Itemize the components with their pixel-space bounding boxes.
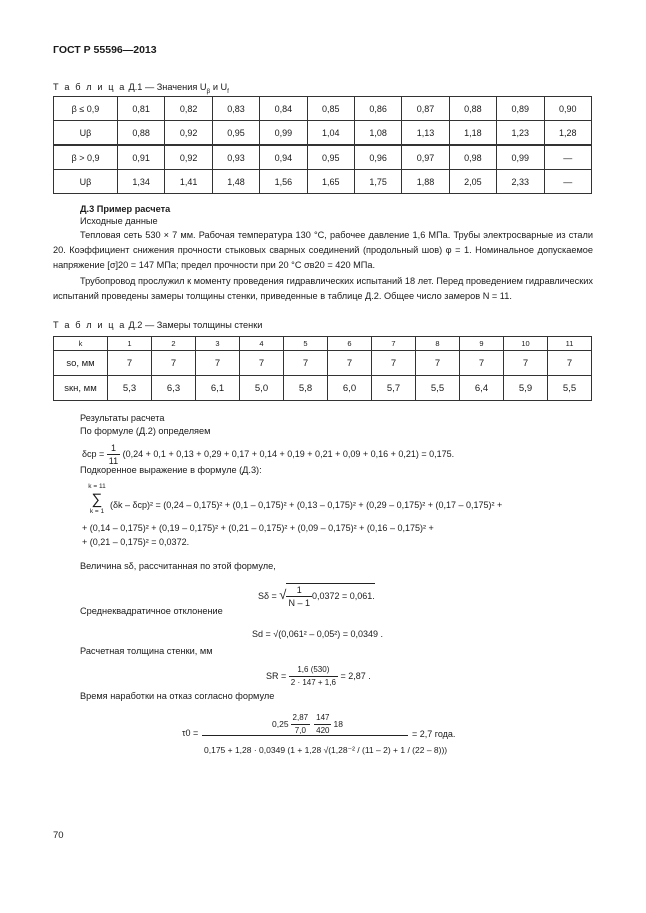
table2-cell: 7 — [152, 351, 196, 376]
table2-cell: 7 — [504, 351, 548, 376]
table1-row-header: Uβ — [54, 121, 118, 146]
table2-row-header: sкн, мм — [54, 376, 108, 401]
table1-cell: 1,41 — [165, 170, 212, 194]
sum-operator: k = 11 ∑ k = 1 — [88, 483, 106, 515]
table2-cell: 5,0 — [240, 376, 284, 401]
table1-cell: 1,13 — [402, 121, 449, 146]
table1-cell: 0,95 — [307, 145, 354, 170]
table1-cell: 0,88 — [449, 97, 496, 121]
table2-cell: 7 — [328, 351, 372, 376]
table1-cell: 0,82 — [165, 97, 212, 121]
table1-row — [54, 97, 592, 121]
table1-row — [54, 121, 592, 146]
table2-caption: Т а б л и ц а Д.2 — Замеры толщины стенки — [53, 320, 263, 330]
table2-cell: 5,8 — [284, 376, 328, 401]
table1-cell: 1,08 — [354, 121, 401, 146]
results-title: Результаты расчета — [80, 413, 165, 423]
initial-data-label: Исходные данные — [80, 216, 158, 226]
table1-cell: 0,83 — [212, 97, 259, 121]
table1-cell: 1,65 — [307, 170, 354, 194]
table1-cell: 1,04 — [307, 121, 354, 146]
table2-cell: 5,7 — [372, 376, 416, 401]
table2-cell: 7 — [240, 351, 284, 376]
time-label: Время наработки на отказ согласно формуле — [80, 691, 275, 701]
table2-cell: 6,4 — [460, 376, 504, 401]
table1-row — [54, 170, 592, 194]
table1-row — [54, 145, 592, 170]
table1-cell: 0,95 — [212, 121, 259, 146]
page-number: 70 — [53, 830, 64, 841]
table1-cell: 0,98 — [449, 145, 496, 170]
table1-cell: 0,92 — [165, 121, 212, 146]
under-root-label: Подкоренное выражение в формуле (Д.3): — [80, 465, 262, 475]
formula-sr: SR = $\frac{1,6 (530)}{2 \cdot 147 + 1,6}$ = 2,87 . — [266, 665, 371, 687]
formula-s-delta: Sδ = √ $\frac{1}{N - 1}$ 0,0372 = 0,061. — [258, 585, 375, 608]
value-label: Величина sδ, рассчитанная по этой формуле, — [80, 561, 276, 571]
table1-cell: — — [544, 170, 591, 194]
table2-cell: 7 — [196, 351, 240, 376]
table1-cell: 0,86 — [354, 97, 401, 121]
table2-row-header: k — [54, 337, 108, 351]
table2-cell: 7 — [372, 351, 416, 376]
table2-row — [54, 337, 592, 351]
table2-cell: 6,1 — [196, 376, 240, 401]
thickness-label: Расчетная толщина стенки, мм — [80, 646, 213, 656]
formula-tau-lhs: τ0 = — [182, 728, 199, 738]
table2-row-header: sо, мм — [54, 351, 108, 376]
formula-tau-numerator: 0,25 $\frac{2,87}{7,0}$ $\frac{147}{420}$ 18 — [272, 713, 343, 735]
formula-delta-mean: δср = $\frac{1}{11}$ (0,24 + 0,1 + 0,13 + 0,29 + 0,17 + 0,14 + 0,19 + 0,21 + 0,09 + 0,16 + 0,21) = 0,175. — [82, 443, 455, 466]
table2-cell: 4 — [240, 337, 284, 351]
paragraph-service: Трубопровод прослужил к моменту проведения гидравлических испытаний 18 лет. Перед проведением гидравлических испытаний проведены замеры толщины стенки, приведенные в таблице Д.2. Общее число замеров N = 11. — [53, 276, 593, 301]
table2-cell: 5,5 — [548, 376, 592, 401]
table2-cell: 7 — [548, 351, 592, 376]
table2-cell: 8 — [416, 337, 460, 351]
table1-cell: 0,99 — [497, 145, 544, 170]
table1-cell: 1,88 — [402, 170, 449, 194]
table2-cell: 11 — [548, 337, 592, 351]
table1-cell: 0,92 — [165, 145, 212, 170]
table2-cell: 3 — [196, 337, 240, 351]
table2-cell: 5,5 — [416, 376, 460, 401]
table2-cell: 7 — [372, 337, 416, 351]
table2-row — [54, 351, 592, 376]
rms-label: Среднеквадратичное отклонение — [80, 606, 223, 616]
table2-cell: 6 — [328, 337, 372, 351]
formula-sd: Sd = √(0,061² – 0,05²) = 0,0349 . — [252, 629, 384, 639]
table1-cell: 1,75 — [354, 170, 401, 194]
table1-cell: 2,05 — [449, 170, 496, 194]
table1-cell: 0,97 — [402, 145, 449, 170]
fraction-bar — [202, 735, 408, 736]
table2-cell: 10 — [504, 337, 548, 351]
table1-cell: 0,99 — [260, 121, 307, 146]
formula-tau-result: = 2,7 года. — [412, 729, 456, 739]
table1-cell: 0,81 — [118, 97, 165, 121]
table1-cell: 1,56 — [260, 170, 307, 194]
formula-sum-line1: (δk – δср)² = (0,24 – 0,175)² + (0,1 – 0,175)² + (0,13 – 0,175)² + (0,29 – 0,175)² + (0,17 – 0,175)² + — [110, 500, 503, 510]
table1-cell: 1,34 — [118, 170, 165, 194]
table2-cell: 5,9 — [504, 376, 548, 401]
table1-cell: 2,33 — [497, 170, 544, 194]
table1-row-header: β > 0,9 — [54, 145, 118, 170]
table1-cell: 1,28 — [544, 121, 591, 146]
table1-cell: 1,23 — [497, 121, 544, 146]
table1-cell: 0,93 — [212, 145, 259, 170]
table1-row-header: Uβ — [54, 170, 118, 194]
section-title: Д.3 Пример расчета — [80, 204, 171, 214]
table-d2 — [53, 336, 592, 401]
table1-cell: 0,84 — [260, 97, 307, 121]
table1-cell: 0,87 — [402, 97, 449, 121]
table1-cell: 0,85 — [307, 97, 354, 121]
paragraph-conditions: Тепловая сеть 530 × 7 мм. Рабочая температура 130 °С, рабочее давление 1,6 МПа. Трубы электросварные из стали 20. Коэффициент снижения прочности стыковых сварных соединений (продольный шов) φ = 1. Номинальное допускаемое напряжение [σ]20 = 147 МПа; предел прочности при 20 °С σв20 = 420 МПа. — [53, 230, 593, 270]
table1-cell: 1,18 — [449, 121, 496, 146]
table2-cell: 2 — [152, 337, 196, 351]
table2-row — [54, 376, 592, 401]
formula-sum-line3: + (0,21 – 0,175)² = 0,0372. — [82, 537, 190, 547]
table2-cell: 7 — [284, 351, 328, 376]
table1-cell: 0,96 — [354, 145, 401, 170]
table1-cell: 0,94 — [260, 145, 307, 170]
table2-cell: 9 — [460, 337, 504, 351]
table2-cell: 7 — [108, 351, 152, 376]
table2-cell: 6,3 — [152, 376, 196, 401]
table2-cell: 6,0 — [328, 376, 372, 401]
by-formula-label: По формуле (Д.2) определяем — [80, 426, 211, 436]
table1-cell: 0,88 — [118, 121, 165, 146]
table2-cell: 5 — [284, 337, 328, 351]
document-header: ГОСТ Р 55596—2013 — [53, 44, 157, 56]
table2-cell: 7 — [416, 351, 460, 376]
table2-cell: 7 — [460, 351, 504, 376]
table2-cell: 5,3 — [108, 376, 152, 401]
table-d1 — [53, 96, 592, 194]
formula-sum-line2: + (0,14 – 0,175)² + (0,19 – 0,175)² + (0,21 – 0,175)² + (0,09 – 0,175)² + (0,16 – 0,175)² + — [82, 523, 434, 533]
table1-cell: 0,91 — [118, 145, 165, 170]
table1-row-header: β ≤ 0,9 — [54, 97, 118, 121]
table1-cell: 0,89 — [497, 97, 544, 121]
table1-cell: 1,48 — [212, 170, 259, 194]
table1-caption: Т а б л и ц а Д.1 — Значения $U_\beta$ и $U_f$ — [53, 82, 229, 95]
formula-tau-denominator: 0,175 + 1,28 · 0,0349 (1 + 1,28 √(1,28⁻² / (11 – 2) + 1 / (22 – 8))) — [204, 745, 448, 755]
table1-cell: — — [544, 145, 591, 170]
table1-cell: 0,90 — [544, 97, 591, 121]
table2-cell: 1 — [108, 337, 152, 351]
